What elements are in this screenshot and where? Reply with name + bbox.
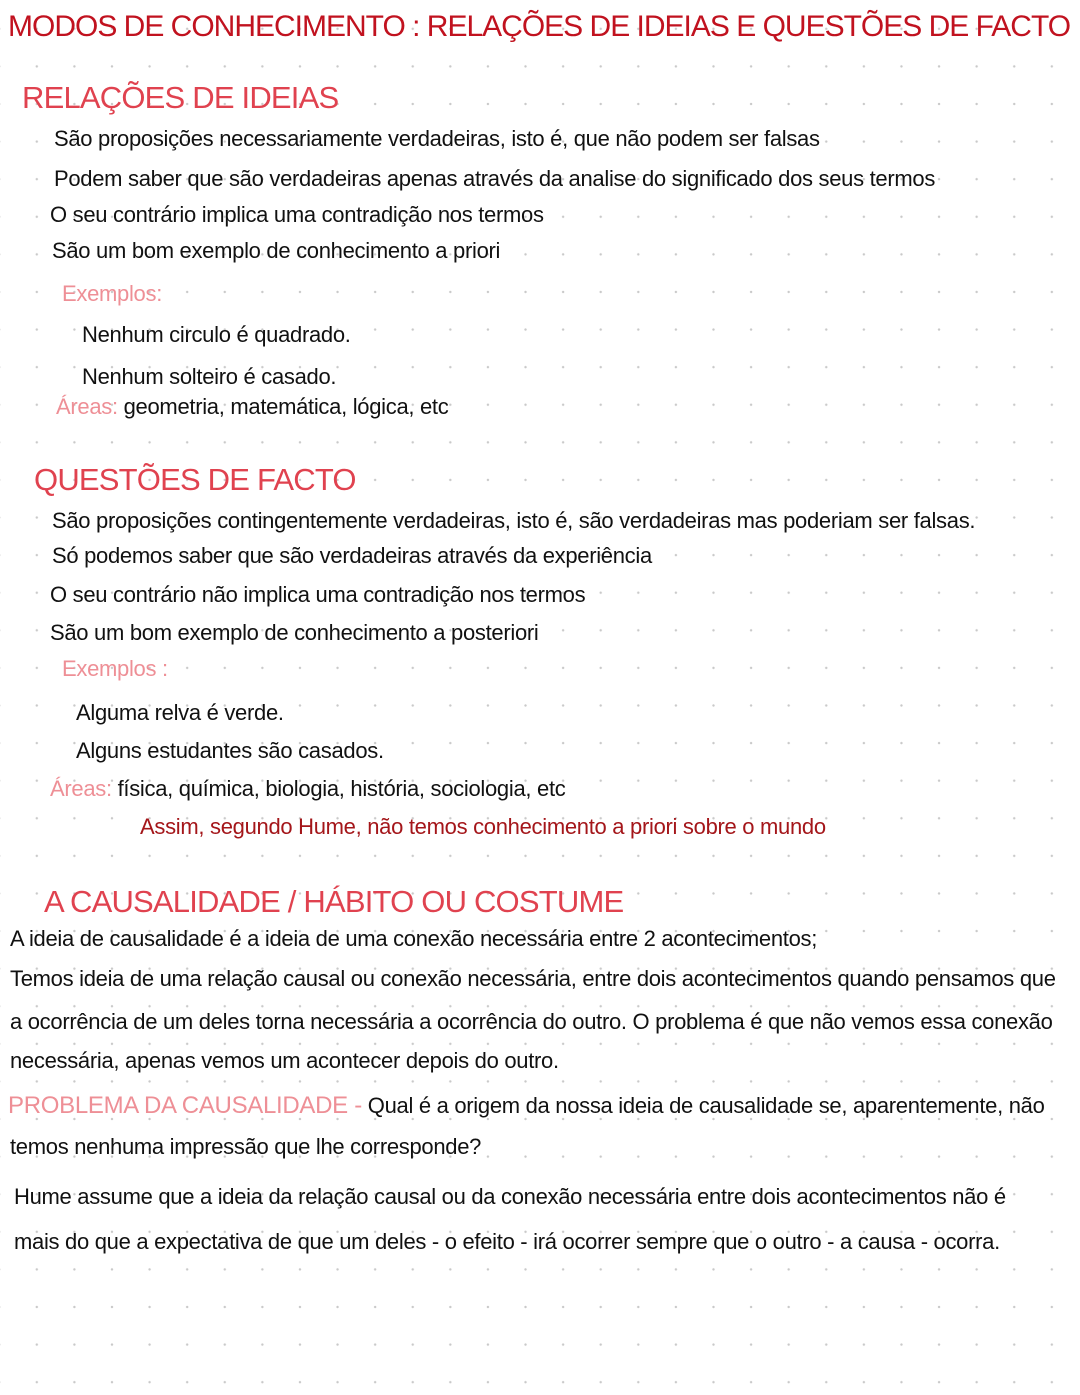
example-item: Alguma relva é verde. [76, 700, 284, 725]
questoes-line-1: São proposições contingentemente verdadeiras, isto é, são verdadeiras mas poderiam ser falsas. [52, 508, 976, 533]
example-item: Alguns estudantes são casados. [76, 738, 384, 763]
section-heading-questoes: QUESTÕES DE FACTO [34, 462, 356, 497]
areas-value: geometria, matemática, lógica, etc [123, 394, 449, 419]
causalidade-line-3: a ocorrência de um deles torna necessária a ocorrência do outro. O problema é que não vemos essa conexão [10, 1009, 1053, 1034]
questoes-line-4: São um bom exemplo de conhecimento a posteriori [50, 620, 539, 645]
causalidade-line-2: Temos ideia de uma relação causal ou conexão necessária, entre dois acontecimentos quando pensamos que [10, 966, 1056, 991]
examples-label: Exemplos: [62, 281, 163, 306]
section-heading-causalidade: A CAUSALIDADE / HÁBITO OU COSTUME [44, 884, 624, 919]
example-item: Nenhum circulo é quadrado. [82, 322, 351, 347]
problema-question: Qual é a origem da nossa ideia de causalidade se, aparentemente, não [367, 1093, 1045, 1118]
relacoes-line-2: Podem saber que são verdadeiras apenas através da analise do significado dos seus termos [54, 166, 936, 191]
hume-line-1: Hume assume que a ideia da relação causal ou da conexão necessária entre dois acontecimentos não é [14, 1184, 1006, 1209]
causalidade-line-1: A ideia de causalidade é a ideia de uma conexão necessária entre 2 acontecimentos; [10, 926, 818, 951]
page-title: MODOS DE CONHECIMENTO : RELAÇÕES DE IDEIAS E QUESTÕES DE FACTO [8, 10, 1071, 43]
problema-label: PROBLEMA DA CAUSALIDADE - [8, 1092, 362, 1119]
problema-question-continued: temos nenhuma impressão que lhe corresponde? [10, 1134, 482, 1159]
areas-label: Áreas: [56, 394, 118, 419]
areas-row [50, 778, 565, 800]
causalidade-line-4: necessária, apenas vemos um acontecer depois do outro. [10, 1048, 559, 1073]
section-heading-relacoes: RELAÇÕES DE IDEIAS [22, 80, 339, 115]
areas-label: Áreas: [50, 776, 112, 801]
relacoes-line-3: O seu contrário implica uma contradição nos termos [50, 202, 544, 227]
areas-row [56, 396, 448, 418]
conclusion-text: Assim, segundo Hume, não temos conhecimento a priori sobre o mundo [140, 814, 826, 839]
examples-label: Exemplos : [62, 656, 168, 681]
questoes-line-3: O seu contrário não implica uma contradição nos termos [50, 582, 586, 607]
problema-row [8, 1094, 1045, 1118]
example-item: Nenhum solteiro é casado. [82, 364, 337, 389]
relacoes-line-4: São um bom exemplo de conhecimento a priori [52, 238, 501, 263]
areas-value: física, química, biologia, história, sociologia, etc [117, 776, 566, 801]
relacoes-line-1: São proposições necessariamente verdadeiras, isto é, que não podem ser falsas [54, 126, 820, 151]
questoes-line-2: Só podemos saber que são verdadeiras através da experiência [52, 543, 652, 568]
hume-line-2: mais do que a expectativa de que um deles - o efeito - irá ocorrer sempre que o outro - a causa - ocorra. [14, 1229, 1000, 1254]
